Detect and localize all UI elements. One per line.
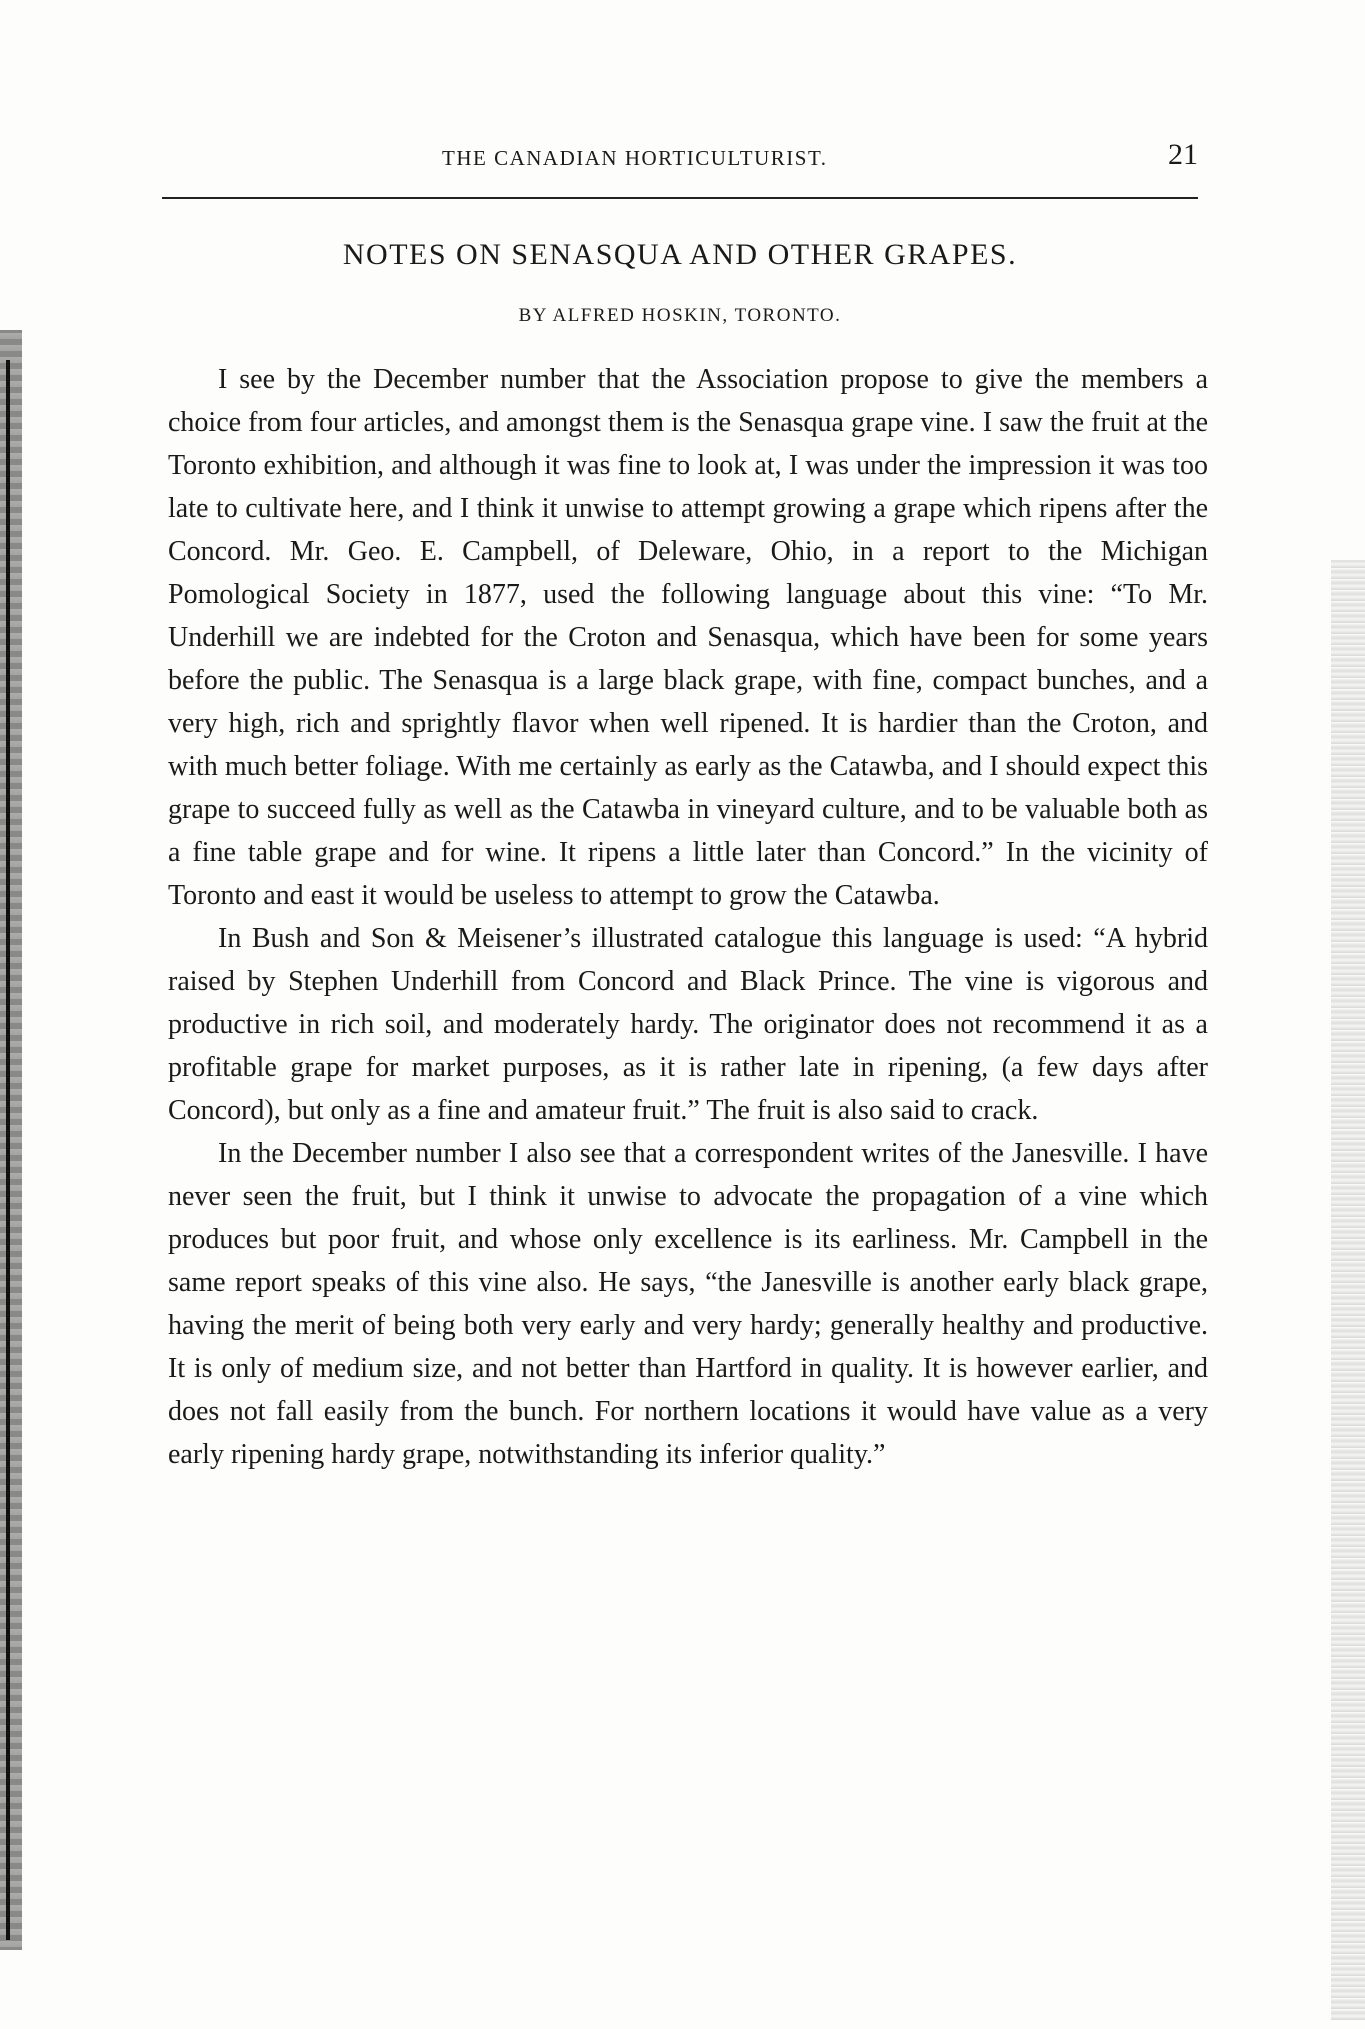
page-header [162, 138, 1198, 178]
article-title: NOTES ON SENASQUA AND OTHER GRAPES. [342, 238, 1018, 271]
running-head: THE CANADIAN HORTICULTURIST. [442, 146, 828, 170]
paragraph-2: In Bush and Son & Meisener’s illustrated catalogue this language is used: “A hybrid raised by Stephen Underhill from Concord and Black Prince. The vine is vigorous and productive in rich soil, and moderately hardy. The originator does not recommend it as a profitable grape for market purposes, as it is rather late in ripening, (a few days after Concord), but only as a fine and amateur fruit.” The fruit is also said to crack. [168, 923, 1208, 1126]
binding-edge-line [6, 360, 10, 1940]
article-body [168, 358, 1208, 1476]
paragraph-3: In the December number I also see that a correspondent writes of the Janesville. I have never seen the fruit, but I think it unwise to advocate the propagation of a vine which produces but poor fruit, and whose only excellence is its earliness. Mr. Campbell in the same report speaks of this vine also. He says, “the Janesville is another early black grape, having the merit of being both very early and very hardy; generally healthy and productive. It is only of medium size, and not better than Hartford in quality. It is however earlier, and does not fall easily from the bunch. For northern locations it would have value as a very early ripening hardy grape, notwithstanding its inferior quality.” [168, 1138, 1208, 1470]
paragraph-1: I see by the December number that the Association propose to give the members a choice from four articles, and amongst them is the Senasqua grape vine. I saw the fruit at the Toronto exhibition, and although it was fine to look at, I was under the impression it was too late to cultivate here, and I think it unwise to attempt growing a grape which ripens after the Concord. Mr. Geo. E. Campbell, of Deleware, Ohio, in a report to the Michigan Pomological Society in 1877, used the following language about this vine: “To Mr. Underhill we are indebted for the Croton and Senasqua, which have been for some years before the public. The Senasqua is a large black grape, with fine, compact bunches, and a very high, rich and sprightly flavor when well ripened. It is hardier than the Croton, and with much better foliage. With me certainly as early as the Catawba, and I should expect this grape to succeed fully as well as the Catawba in vineyard culture, and to be valuable both as a fine table grape and for wine. It ripens a little later than Concord.” In the vicinity of Toronto and east it would be useless to attempt to grow the Catawba. [168, 364, 1208, 911]
binding-edge-shadow [0, 330, 22, 1950]
header-rule [162, 197, 1198, 199]
page-edge-noise [1331, 560, 1365, 2020]
article-byline: BY ALFRED HOSKIN, TORONTO. [518, 305, 842, 326]
page-number: 21 [1168, 138, 1198, 171]
